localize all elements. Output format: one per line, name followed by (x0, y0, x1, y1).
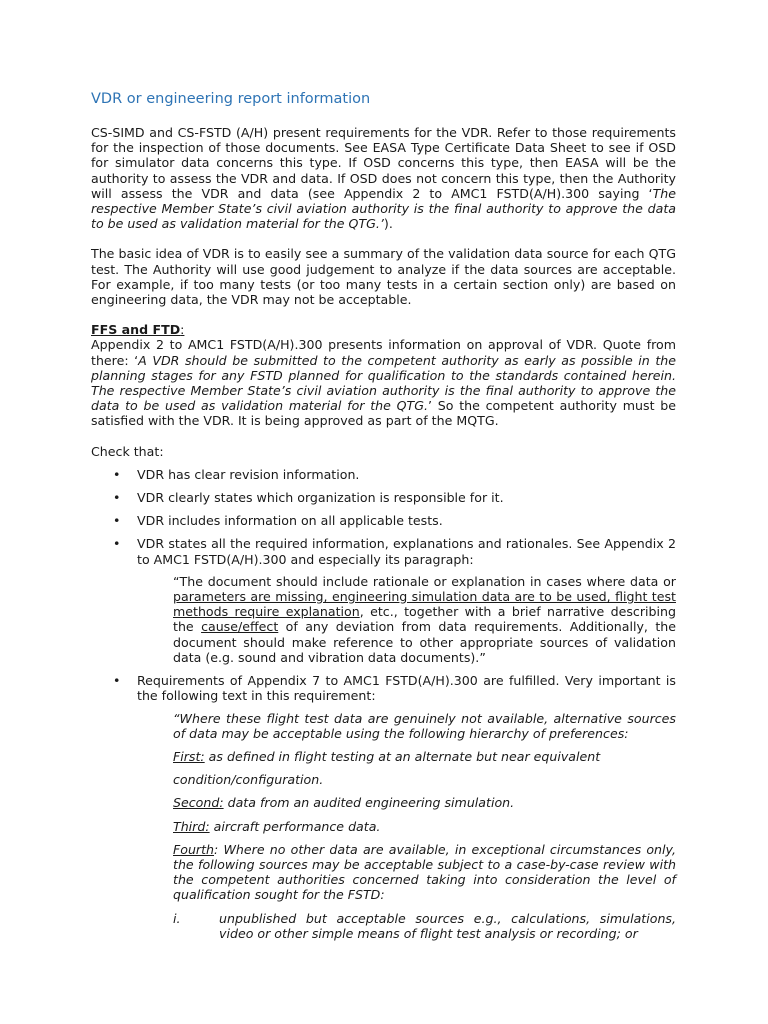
list-item (91, 467, 676, 482)
italic-quote: A VDR should be submitted to the competent authority as early as possible in the planning stages for any FSTD planned for qualification to the standards contained herein. The respective Member State’s civil aviation authority is the final authority to approve the data to be used as validation material for the QTG. (91, 352, 676, 414)
hierarchy-third (173, 819, 676, 834)
roman-list-item (173, 911, 676, 941)
hierarchy-first-cont: condition/configuration. (173, 772, 324, 788)
hierarchy-label: Fourth (173, 841, 215, 857)
text-run: , etc., together with a brief narrative describing the (173, 604, 676, 635)
paragraph-appendix2 (91, 337, 676, 428)
list-item-text: VDR includes information on all applicable tests. (137, 513, 443, 529)
subheading-colon: : (180, 322, 185, 338)
text-run: ’ So the competent authority must be satisfied with the VDR. It is being approved as part of the MQTG. (91, 398, 676, 429)
checklist (91, 467, 676, 941)
subheading-ffs-ftd (91, 322, 676, 337)
bullet-icon: • (113, 466, 121, 482)
list-item (91, 673, 676, 941)
check-that-label: Check that: (91, 443, 164, 459)
hierarchy-label: Second: (173, 795, 224, 811)
hierarchy-label: First: (173, 748, 205, 764)
section-heading: VDR or engineering report information (91, 91, 371, 107)
hierarchy-text: data from an audited engineering simulation. (223, 795, 515, 811)
bullet-icon: • (113, 513, 121, 529)
quote-paragraph (173, 574, 676, 665)
list-item (91, 490, 676, 505)
paragraph-basic-idea: The basic idea of VDR is to easily see a summary of the validation data source for each QTG test. The Authority will use good judgement to analyze if the data sources are acceptable. For example, if too many tests (or too many tests in a certain section only) are based on engineering data, the VDR may not be acceptable. (91, 246, 676, 308)
hierarchy-text: : Where no other data are available, in exceptional circumstances only, the following sources may be acceptable subject to a case-by-case review with the competent authorities concerned taking into consideration the level of qualification sought for the FSTD: (173, 841, 676, 903)
bullet-icon: • (113, 490, 121, 506)
list-item-text: VDR clearly states which organization is responsible for it. (137, 490, 504, 506)
list-item-text: VDR has clear revision information. (137, 466, 360, 482)
hierarchy-text: aircraft performance data. (209, 818, 381, 834)
hierarchy-fourth (173, 842, 676, 903)
underlined-text: cause/effect (201, 619, 279, 635)
list-item (91, 536, 676, 665)
list-item-text: VDR states all the required information, explanations and rationales. See Appendix 2 to AMC1 FSTD(A/H).300 and especially its paragraph: (137, 536, 676, 567)
hierarchy-first (173, 749, 676, 764)
block-quote (173, 574, 676, 665)
bullet-icon: • (113, 673, 121, 689)
italic-quote: The respective Member State’s civil aviation authority is the final authority to approve the data to be used as validation material for the QTG.’ (91, 185, 676, 232)
text-run: ). (383, 216, 393, 232)
roman-item-text: unpublished but acceptable sources e.g., calculations, simulations, video or other simple means of flight test analysis or recording; or (219, 910, 676, 941)
underlined-text: parameters are missing, engineering simulation data are to be used, flight test methods require explanation (173, 589, 676, 620)
text-run: “The document should include rationale or explanation in cases where data or (173, 573, 676, 589)
text-run: of any deviation from data requirements. Additionally, the document should make reference to other appropriate sources of validation data (e.g. sound and vibration data documents).” (173, 619, 676, 665)
paragraph-intro (91, 125, 676, 231)
bullet-icon: • (113, 536, 121, 552)
hierarchy-text: as defined in flight testing at an alternate but near equivalent (204, 748, 601, 764)
hierarchy-second (173, 795, 676, 810)
list-item-text: Requirements of Appendix 7 to AMC1 FSTD(A/H).300 are fulfilled. Very important is the following text in this requirement: (137, 673, 676, 704)
roman-numeral: i. (173, 910, 181, 926)
block-quote (173, 711, 676, 903)
list-item (91, 513, 676, 528)
text-run: Appendix 2 to AMC1 FSTD(A/H).300 presents information on approval of VDR. Quote from there: ‘ (91, 337, 676, 368)
text-run: CS-SIMD and CS-FSTD (A/H) present requirements for the VDR. Refer to those requirements for the inspection of those documents. See EASA Type Certificate Data Sheet to see if OSD for simulator data concerns this type. If OSD concerns this type, then EASA will be the authority to assess the VDR and data. If OSD does not concern this type, then the Authority will assess the VDR and data (see Appendix 2 to AMC1 FSTD(A/H).300 saying ‘ (91, 125, 676, 201)
hierarchy-label: Third: (173, 818, 210, 834)
subheading-text: FFS and FTD (91, 322, 181, 338)
quote-intro: “Where these flight test data are genuinely not available, alternative sources of data may be acceptable using the following hierarchy of preferences: (173, 710, 676, 741)
